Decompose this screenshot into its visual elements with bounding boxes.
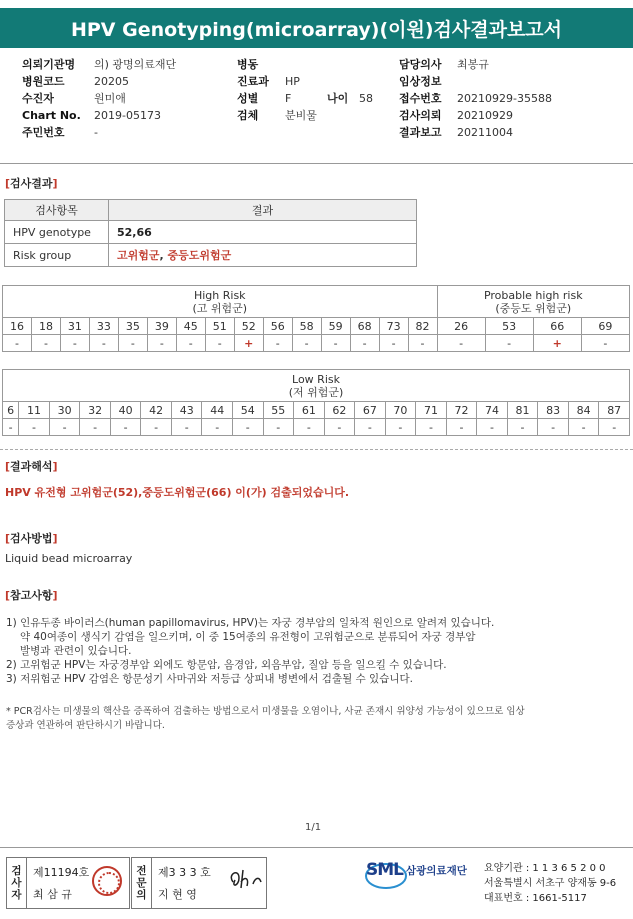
- logo-text: SML: [366, 860, 403, 880]
- report-title-suffix: 검사결과보고서: [433, 18, 563, 41]
- info-value: 58: [359, 92, 373, 105]
- genotype-cell: 32: [80, 402, 111, 419]
- result-cell: -: [355, 419, 386, 436]
- grid-header-row: [3, 286, 630, 318]
- info-row: [22, 107, 176, 124]
- result-cell: -: [19, 419, 50, 436]
- probable-risk-header: [437, 286, 629, 318]
- info-value: 20210929: [457, 109, 513, 122]
- result-cell: -: [538, 419, 569, 436]
- info-label: 검체: [237, 109, 259, 122]
- info-row: [237, 73, 373, 90]
- note-line: 약 40여종이 생식기 감염을 일으키며, 이 중 15여종의 유전형이 고위험군으로 분류되어 자궁 경부암: [20, 631, 476, 643]
- info-row: [237, 107, 373, 124]
- genotype-cell: 67: [355, 402, 386, 419]
- info-row: [399, 90, 552, 107]
- info-label: 나이: [327, 92, 349, 105]
- table-header-row: [5, 200, 417, 221]
- info-value: 의) 광명의료재단: [94, 58, 177, 71]
- info-row: [237, 56, 373, 73]
- risk-group-high: 고위험군: [117, 249, 160, 262]
- footnote-line: 증상과 연관하여 판단하시기 바랍니다.: [6, 720, 165, 731]
- info-label: Chart No.: [22, 109, 81, 122]
- patient-info-col3: [399, 56, 552, 141]
- result-summary-table: [4, 199, 417, 267]
- reference-notes: [6, 616, 494, 686]
- result-cell: -: [437, 335, 485, 352]
- genotype-cell: 74: [477, 402, 508, 419]
- high-risk-subtitle: (고 위험군): [192, 301, 248, 315]
- report-title: [0, 8, 633, 48]
- method-text: Liquid bead microarray: [5, 552, 133, 565]
- vlabel-char: 의: [136, 889, 147, 901]
- info-value: F: [285, 92, 292, 105]
- genotype-cell: 56: [263, 318, 292, 335]
- result-cell: -: [292, 335, 321, 352]
- info-row: [22, 124, 176, 141]
- result-cell: -: [3, 335, 32, 352]
- info-label: 진료과: [237, 75, 269, 88]
- red-seal-stamp: [92, 866, 122, 896]
- vlabel-char: 문: [136, 877, 147, 889]
- info-value: 분비물: [285, 109, 317, 122]
- inspector-name: 최 삼 규: [33, 888, 72, 901]
- info-value: 2019-05173: [94, 109, 161, 122]
- section-title: 참고사항: [10, 589, 53, 602]
- genotype-cell: 44: [202, 402, 233, 419]
- result-cell: -: [110, 419, 141, 436]
- genotype-cell: 72: [446, 402, 477, 419]
- result-cell: -: [263, 419, 294, 436]
- genotype-row: [3, 318, 630, 335]
- divider: [0, 449, 633, 450]
- result-cell: -: [350, 335, 379, 352]
- vlabel-char: 전: [136, 865, 147, 877]
- info-row: [22, 56, 176, 73]
- info-row: [399, 107, 552, 124]
- info-label: 주민번호: [22, 126, 65, 139]
- genotype-cell: 59: [321, 318, 350, 335]
- risk-group-probable: 중등도위험군: [167, 249, 232, 262]
- divider: [0, 847, 633, 848]
- column-header: 결과: [109, 200, 417, 221]
- genotype-cell: 11: [19, 402, 50, 419]
- genotype-cell: 55: [263, 402, 294, 419]
- table-row: [5, 244, 417, 267]
- interpretation-text: HPV 유전형 고위험군(52),중등도위험군(66) 이(가) 검출되었습니다.: [5, 486, 350, 499]
- table-row: [5, 221, 417, 244]
- genotype-cell: 62: [324, 402, 355, 419]
- result-cell: -: [294, 419, 325, 436]
- handwritten-signature: [225, 864, 265, 894]
- result-cell: -: [118, 335, 147, 352]
- genotype-value: 52,66: [109, 221, 417, 244]
- result-cell: -: [49, 419, 80, 436]
- note-line: 3) 저위험군 HPV 감염은 항문성기 사마귀와 저등급 상피내 병변에서 검출될 수 있습니다.: [6, 673, 413, 685]
- vlabel-char: 검: [11, 865, 22, 877]
- info-row: [399, 73, 552, 90]
- genotype-cell: 43: [171, 402, 202, 419]
- institution-code: 요양기관 : 1 1 3 6 5 2 0 0: [484, 863, 606, 874]
- result-cell: -: [3, 419, 19, 436]
- divider: [0, 163, 633, 164]
- result-cell: -: [263, 335, 292, 352]
- info-value: HP: [285, 75, 300, 88]
- genotype-cell: 68: [350, 318, 379, 335]
- address: 서울특별시 서초구 양재동 9-6: [484, 878, 617, 889]
- result-cell: -: [385, 419, 416, 436]
- result-cell: -: [147, 335, 176, 352]
- genotype-cell: 87: [599, 402, 630, 419]
- patient-info-col1: [22, 56, 176, 141]
- result-cell: -: [581, 335, 629, 352]
- genotype-cell: 54: [233, 402, 264, 419]
- info-label: 접수번호: [399, 92, 442, 105]
- genotype-cell: 71: [416, 402, 447, 419]
- info-value: 20205: [94, 75, 129, 88]
- genotype-cell: 70: [385, 402, 416, 419]
- info-label: 담당의사: [399, 58, 442, 71]
- note-line: 1) 인유두종 바이러스(human papillomavirus, HPV)는 자궁 경부암의 일차적 원인으로 알려져 있습니다.: [6, 617, 495, 629]
- info-label: 임상정보: [399, 75, 442, 88]
- result-cell: -: [324, 419, 355, 436]
- risk-group-label: Risk group: [5, 244, 109, 267]
- info-row: [237, 90, 373, 107]
- note-line: 2) 고위험군 HPV는 자궁경부암 외에도 항문암, 음경암, 외음부암, 질암 등을 일으킬 수 있습니다.: [6, 659, 447, 671]
- result-cell: +: [234, 335, 263, 352]
- high-risk-title: High Risk: [193, 288, 246, 302]
- genotype-cell: 69: [581, 318, 629, 335]
- probable-risk-title: Probable high risk: [483, 288, 583, 302]
- genotype-cell: 45: [176, 318, 205, 335]
- info-row: [399, 56, 552, 73]
- inspector-license: 제11194호: [33, 866, 90, 879]
- genotype-cell: 33: [89, 318, 118, 335]
- footnote-line: * PCR검사는 미생물의 핵산을 증폭하여 검출하는 방법으로서 미생물을 오염이나, 사균 존재시 위양성 가능성이 있으므로 임상: [6, 706, 525, 717]
- info-label: 성별: [237, 92, 259, 105]
- genotype-cell: 6: [3, 402, 19, 419]
- genotype-cell: 30: [49, 402, 80, 419]
- result-cell: -: [599, 419, 630, 436]
- result-cell: -: [416, 419, 447, 436]
- result-cell: -: [408, 335, 437, 352]
- high-risk-grid: [2, 285, 630, 352]
- section-method-heading: [검사방법]: [5, 532, 58, 545]
- result-cell: -: [446, 419, 477, 436]
- section-title: 검사방법: [10, 532, 53, 545]
- result-cell: -: [233, 419, 264, 436]
- grid-header-row: [3, 370, 630, 402]
- result-cell: -: [202, 419, 233, 436]
- section-references-heading: [참고사항]: [5, 589, 58, 602]
- info-value: 원미애: [94, 92, 126, 105]
- low-risk-header: [3, 370, 630, 402]
- note-line: 발병과 관련이 있습니다.: [20, 645, 132, 657]
- result-cell: -: [80, 419, 111, 436]
- probable-risk-subtitle: (중등도 위험군): [495, 301, 572, 315]
- result-cell: -: [171, 419, 202, 436]
- genotype-cell: 16: [3, 318, 32, 335]
- genotype-cell: 84: [568, 402, 599, 419]
- result-row: [3, 419, 630, 436]
- genotype-cell: 51: [205, 318, 234, 335]
- section-results-heading: [검사결과]: [5, 177, 58, 190]
- section-interpretation-heading: [결과해석]: [5, 460, 58, 473]
- result-cell: -: [477, 419, 508, 436]
- genotype-cell: 39: [147, 318, 176, 335]
- info-label: 병동: [237, 58, 259, 71]
- result-cell: -: [321, 335, 350, 352]
- info-row: [22, 73, 176, 90]
- sml-logo: [366, 860, 467, 880]
- info-row: [399, 124, 552, 141]
- section-title: 검사결과: [10, 177, 53, 190]
- risk-group-separator: ,: [159, 249, 168, 262]
- genotype-cell: 53: [485, 318, 533, 335]
- genotype-cell: 42: [141, 402, 172, 419]
- genotype-cell: 35: [118, 318, 147, 335]
- genotype-cell: 58: [292, 318, 321, 335]
- info-row: [22, 90, 176, 107]
- info-value: 최봉규: [457, 58, 489, 71]
- doctor-name: 지 현 영: [158, 888, 197, 901]
- high-risk-header: [3, 286, 438, 318]
- info-label: 결과보고: [399, 126, 442, 139]
- inspector-vertical-label: [7, 858, 27, 908]
- result-cell: -: [89, 335, 118, 352]
- info-label: 수진자: [22, 92, 54, 105]
- genotype-cell: 18: [31, 318, 60, 335]
- genotype-cell: 40: [110, 402, 141, 419]
- logo-org-name: 삼광의료재단: [406, 864, 467, 877]
- genotype-label: HPV genotype: [5, 221, 109, 244]
- low-risk-title: Low Risk: [292, 372, 340, 386]
- result-cell: -: [176, 335, 205, 352]
- result-cell: -: [379, 335, 408, 352]
- info-value: 20210929-35588: [457, 92, 552, 105]
- result-row: [3, 335, 630, 352]
- info-value: -: [94, 126, 98, 139]
- result-cell: -: [485, 335, 533, 352]
- info-value: 20211004: [457, 126, 513, 139]
- doctor-vertical-label: [132, 858, 152, 908]
- genotype-cell: 26: [437, 318, 485, 335]
- result-cell: -: [205, 335, 234, 352]
- genotype-cell: 66: [533, 318, 581, 335]
- info-label: 의뢰기관명: [22, 58, 76, 71]
- risk-group-value: [109, 244, 417, 267]
- info-label: 검사의뢰: [399, 109, 442, 122]
- patient-info-col2: [237, 56, 373, 124]
- result-cell: -: [507, 419, 538, 436]
- page-number: 1/1: [305, 822, 322, 833]
- result-cell: -: [141, 419, 172, 436]
- column-header: 검사항목: [5, 200, 109, 221]
- pcr-footnote: [6, 705, 525, 733]
- section-title: 결과해석: [10, 460, 53, 473]
- low-risk-grid: [2, 369, 630, 436]
- genotype-cell: 83: [538, 402, 569, 419]
- genotype-cell: 31: [60, 318, 89, 335]
- result-cell: -: [31, 335, 60, 352]
- result-cell: -: [60, 335, 89, 352]
- genotype-cell: 82: [408, 318, 437, 335]
- vlabel-char: 자: [11, 889, 22, 901]
- genotype-cell: 81: [507, 402, 538, 419]
- low-risk-subtitle: (저 위험군): [288, 385, 344, 399]
- doctor-license: 제3 3 3 호: [158, 866, 211, 879]
- result-cell: +: [533, 335, 581, 352]
- genotype-row: [3, 402, 630, 419]
- genotype-cell: 73: [379, 318, 408, 335]
- phone: 대표번호 : 1661-5117: [484, 893, 587, 904]
- genotype-cell: 61: [294, 402, 325, 419]
- result-cell: -: [568, 419, 599, 436]
- genotype-cell: 52: [234, 318, 263, 335]
- info-label: 병원코드: [22, 75, 65, 88]
- footer-contact: [484, 861, 633, 906]
- vlabel-char: 사: [11, 877, 22, 889]
- report-title-main: HPV Genotyping(microarray)(이원): [70, 18, 434, 41]
